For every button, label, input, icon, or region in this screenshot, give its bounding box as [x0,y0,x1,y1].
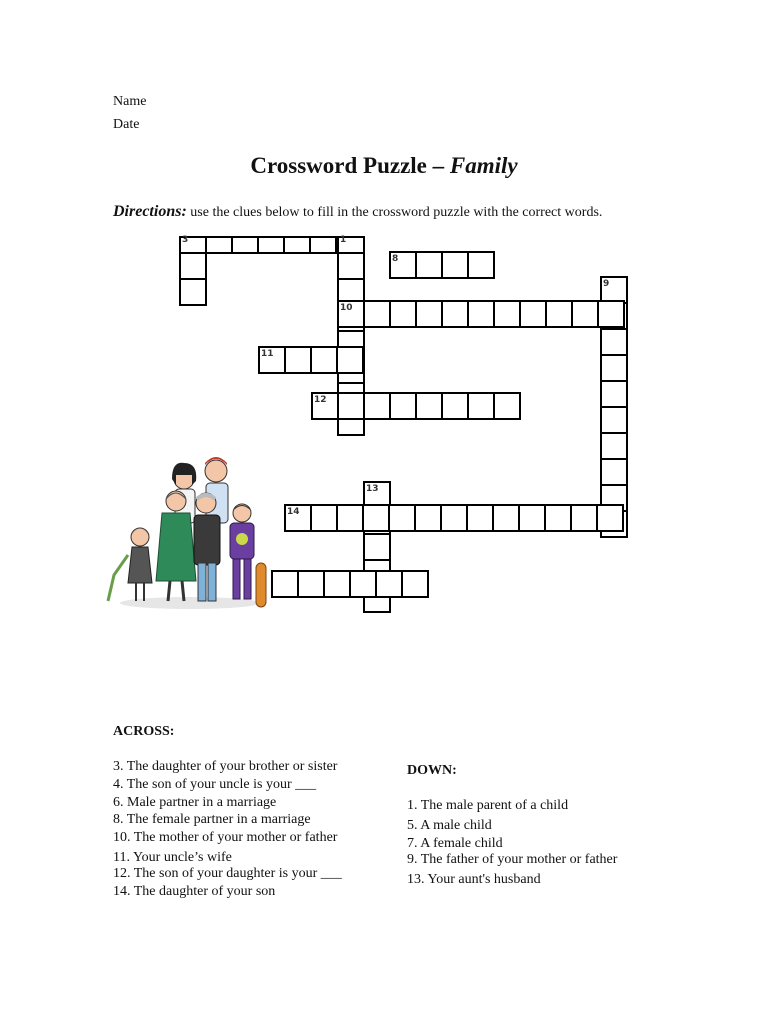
crossword-cell[interactable] [388,504,416,532]
girl-figure [108,528,152,601]
crossword-cell[interactable] [600,354,628,382]
boy-figure [230,504,266,607]
crossword-cell[interactable] [570,504,598,532]
crossword-cell[interactable] [415,251,443,279]
down-heading: DOWN: [407,763,457,778]
crossword-cell[interactable] [596,504,624,532]
across-clue-3: 3. The daughter of your brother or sister [113,759,338,774]
crossword-cell[interactable] [545,300,573,328]
crossword-cell[interactable] [179,252,207,280]
crossword-cell[interactable] [597,300,625,328]
family-illustration [100,455,272,615]
across-clue-4: 4. The son of your uncle is your ___ [113,777,317,792]
clue-number-1: 1 [340,235,347,245]
down-clue-9: 9. The father of your mother or father [407,852,618,867]
across-clue-14: 14. The daughter of your son [113,884,276,899]
crossword-cell[interactable] [284,346,312,374]
crossword-cell[interactable] [518,504,546,532]
crossword-cell[interactable] [375,570,403,598]
crossword-cell[interactable] [600,328,628,356]
crossword-cell[interactable] [349,570,377,598]
across-clue-11: 11. Your uncle’s wife [113,850,232,865]
crossword-cell[interactable] [363,392,391,420]
crossword-cell[interactable] [440,504,468,532]
crossword-cell[interactable] [309,236,337,254]
crossword-cell[interactable] [600,406,628,434]
crossword-cell[interactable] [544,504,572,532]
crossword-cell[interactable] [297,570,325,598]
clue-number-3: 3 [182,235,189,245]
crossword-cell[interactable] [414,504,442,532]
across-clue-8: 8. The female partner in a marriage [113,812,311,827]
down-clue-13: 13. Your aunt's husband [407,872,541,887]
across-heading: ACROSS: [113,724,175,739]
clue-number-9: 9 [603,279,610,289]
crossword-cell[interactable] [389,300,417,328]
crossword-cell[interactable] [492,504,520,532]
crossword-cell[interactable] [467,251,495,279]
crossword-cell[interactable] [336,504,364,532]
down-clue-7: 7. A female child [407,836,503,851]
page-title [0,153,768,179]
crossword-cell[interactable] [179,278,207,306]
crossword-cell[interactable] [600,380,628,408]
crossword-cell[interactable] [363,533,391,561]
name-field-label: Name [113,94,147,109]
across-clue-6: 6. Male partner in a marriage [113,795,277,810]
crossword-cell[interactable] [466,504,494,532]
crossword-cell[interactable] [363,300,391,328]
crossword-cell[interactable] [389,392,417,420]
title-main: Crossword Puzzle – [250,153,450,178]
crossword-cell[interactable] [467,392,495,420]
clue-number-8: 8 [392,254,399,264]
directions-text: use the clues below to fill in the crossword puzzle with the correct words. [186,205,603,220]
crossword-cell[interactable] [571,300,599,328]
crossword-cell[interactable] [441,392,469,420]
crossword-cell[interactable] [493,392,521,420]
date-field-label: Date [113,117,140,132]
crossword-cell[interactable] [362,504,390,532]
crossword-cell[interactable] [415,300,443,328]
down-clue-5: 5. A male child [407,818,492,833]
crossword-cell[interactable] [283,236,311,254]
crossword-cell[interactable] [337,252,365,280]
crossword-cell[interactable] [310,504,338,532]
crossword-cell[interactable] [231,236,259,254]
crossword-cell[interactable] [600,458,628,486]
directions [113,203,602,221]
title-topic: Family [449,153,518,178]
crossword-cell[interactable] [441,251,469,279]
across-clue-10: 10. The mother of your mother or father [113,830,338,845]
crossword-cell[interactable] [519,300,547,328]
crossword-cell[interactable] [310,346,338,374]
clue-number-10: 10 [340,303,353,313]
crossword-cell[interactable] [323,570,351,598]
clue-number-14: 14 [287,507,300,517]
directions-label: Directions: [113,203,187,220]
crossword-cell[interactable] [337,392,365,420]
crossword-cell[interactable] [205,236,233,254]
crossword-cell[interactable] [600,432,628,460]
crossword-cell[interactable] [415,392,443,420]
crossword-cell[interactable] [336,346,364,374]
crossword-cell[interactable] [257,236,285,254]
clue-number-12: 12 [314,395,327,405]
down-clue-1: 1. The male parent of a child [407,798,569,813]
crossword-cell[interactable] [441,300,469,328]
clue-number-11: 11 [261,349,274,359]
crossword-cell[interactable] [467,300,495,328]
crossword-cell[interactable] [271,570,299,598]
clue-number-13: 13 [366,484,379,494]
crossword-cell[interactable] [401,570,429,598]
across-clue-12: 12. The son of your daughter is your ___ [113,866,342,881]
crossword-cell[interactable] [493,300,521,328]
